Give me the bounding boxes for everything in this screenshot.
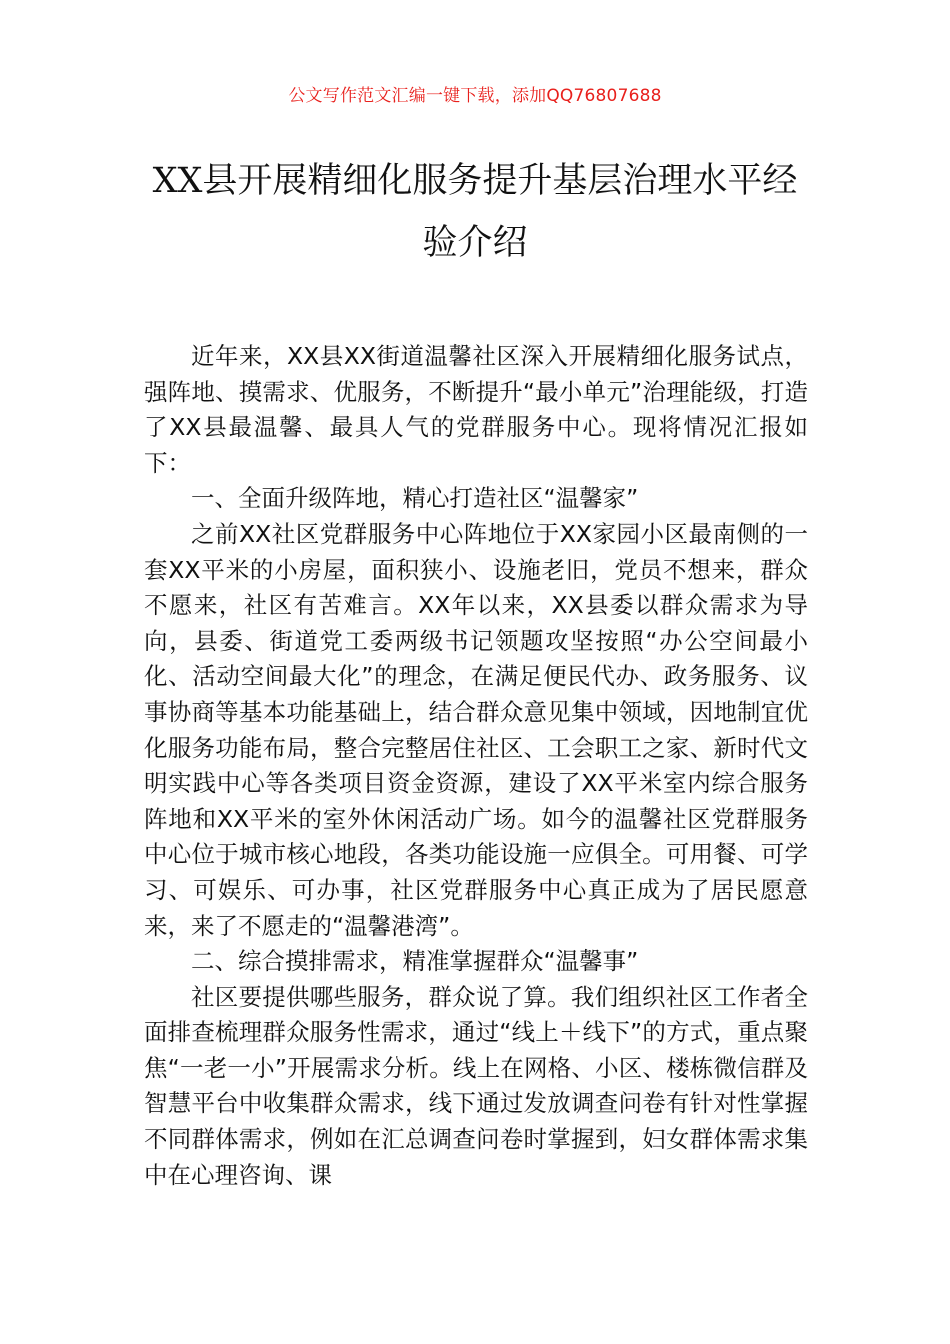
section-heading-1: 一、全面升级阵地，精心打造社区“温馨家” bbox=[191, 484, 639, 513]
section-heading-2: 二、综合摸排需求，精准掌握群众“温馨事” bbox=[191, 947, 639, 976]
paragraph-section-1: 之前XX社区党群服务中心阵地位于XX家园小区最南侧的一套XX平米的小房屋，面积狭小、设施老旧，党员不想来，群众不愿来，社区有苦难言。XX年以来，XX县委以群众需求为导向，县委、街道党工委两级书记领题攻坚按照“办公空间最小化、活动空间最大化”的理念，在满足便民代办、政务服务、议事协商等基本功能基础上，结合群众意见集中领域，因地制宜优化服务功能布局，整合完整居住社区、工会职工之家、新时代文明实践中心等各类项目资金资源，建设了XX平米室内综合服务阵地和XX平米的室外休闲活动广场。如今的温馨社区党群服务中心位于城市核心地段，各类功能设施一应俱全。可用餐、可学习、可娱乐、可办事，社区党群服务中心真正成为了居民愿意来，来了不愿走的“温馨港湾”。 bbox=[144, 519, 808, 940]
document-title bbox=[120, 150, 830, 274]
title-line-1: XX县开展精细化服务提升基层治理水平经 bbox=[152, 161, 798, 201]
promo-banner: 公文写作范文汇编一键下载，添加QQ76807688 bbox=[288, 86, 662, 106]
paragraph-section-2: 社区要提供哪些服务，群众说了算。我们组织社区工作者全面排查梳理群众服务性需求，通过“线上＋线下”的方式，重点聚焦“一老一小”开展需求分析。线上在网格、小区、楼栋微信群及智慧平台中收集群众需求，线下通过发放调查问卷有针对性掌握不同群体需求，例如在汇总调查问卷时掌握到，妇女群体需求集中在心理咨询、课 bbox=[144, 982, 808, 1189]
paragraph-intro: 近年来，XX县XX街道温馨社区深入开展精细化服务试点，强阵地、摸需求、优服务，不断提升“最小单元”治理能级，打造了XX县最温馨、最具人气的党群服务中心。现将情况汇报如下： bbox=[144, 342, 808, 477]
document-body bbox=[144, 339, 808, 1193]
title-line-2: 验介绍 bbox=[422, 223, 528, 263]
